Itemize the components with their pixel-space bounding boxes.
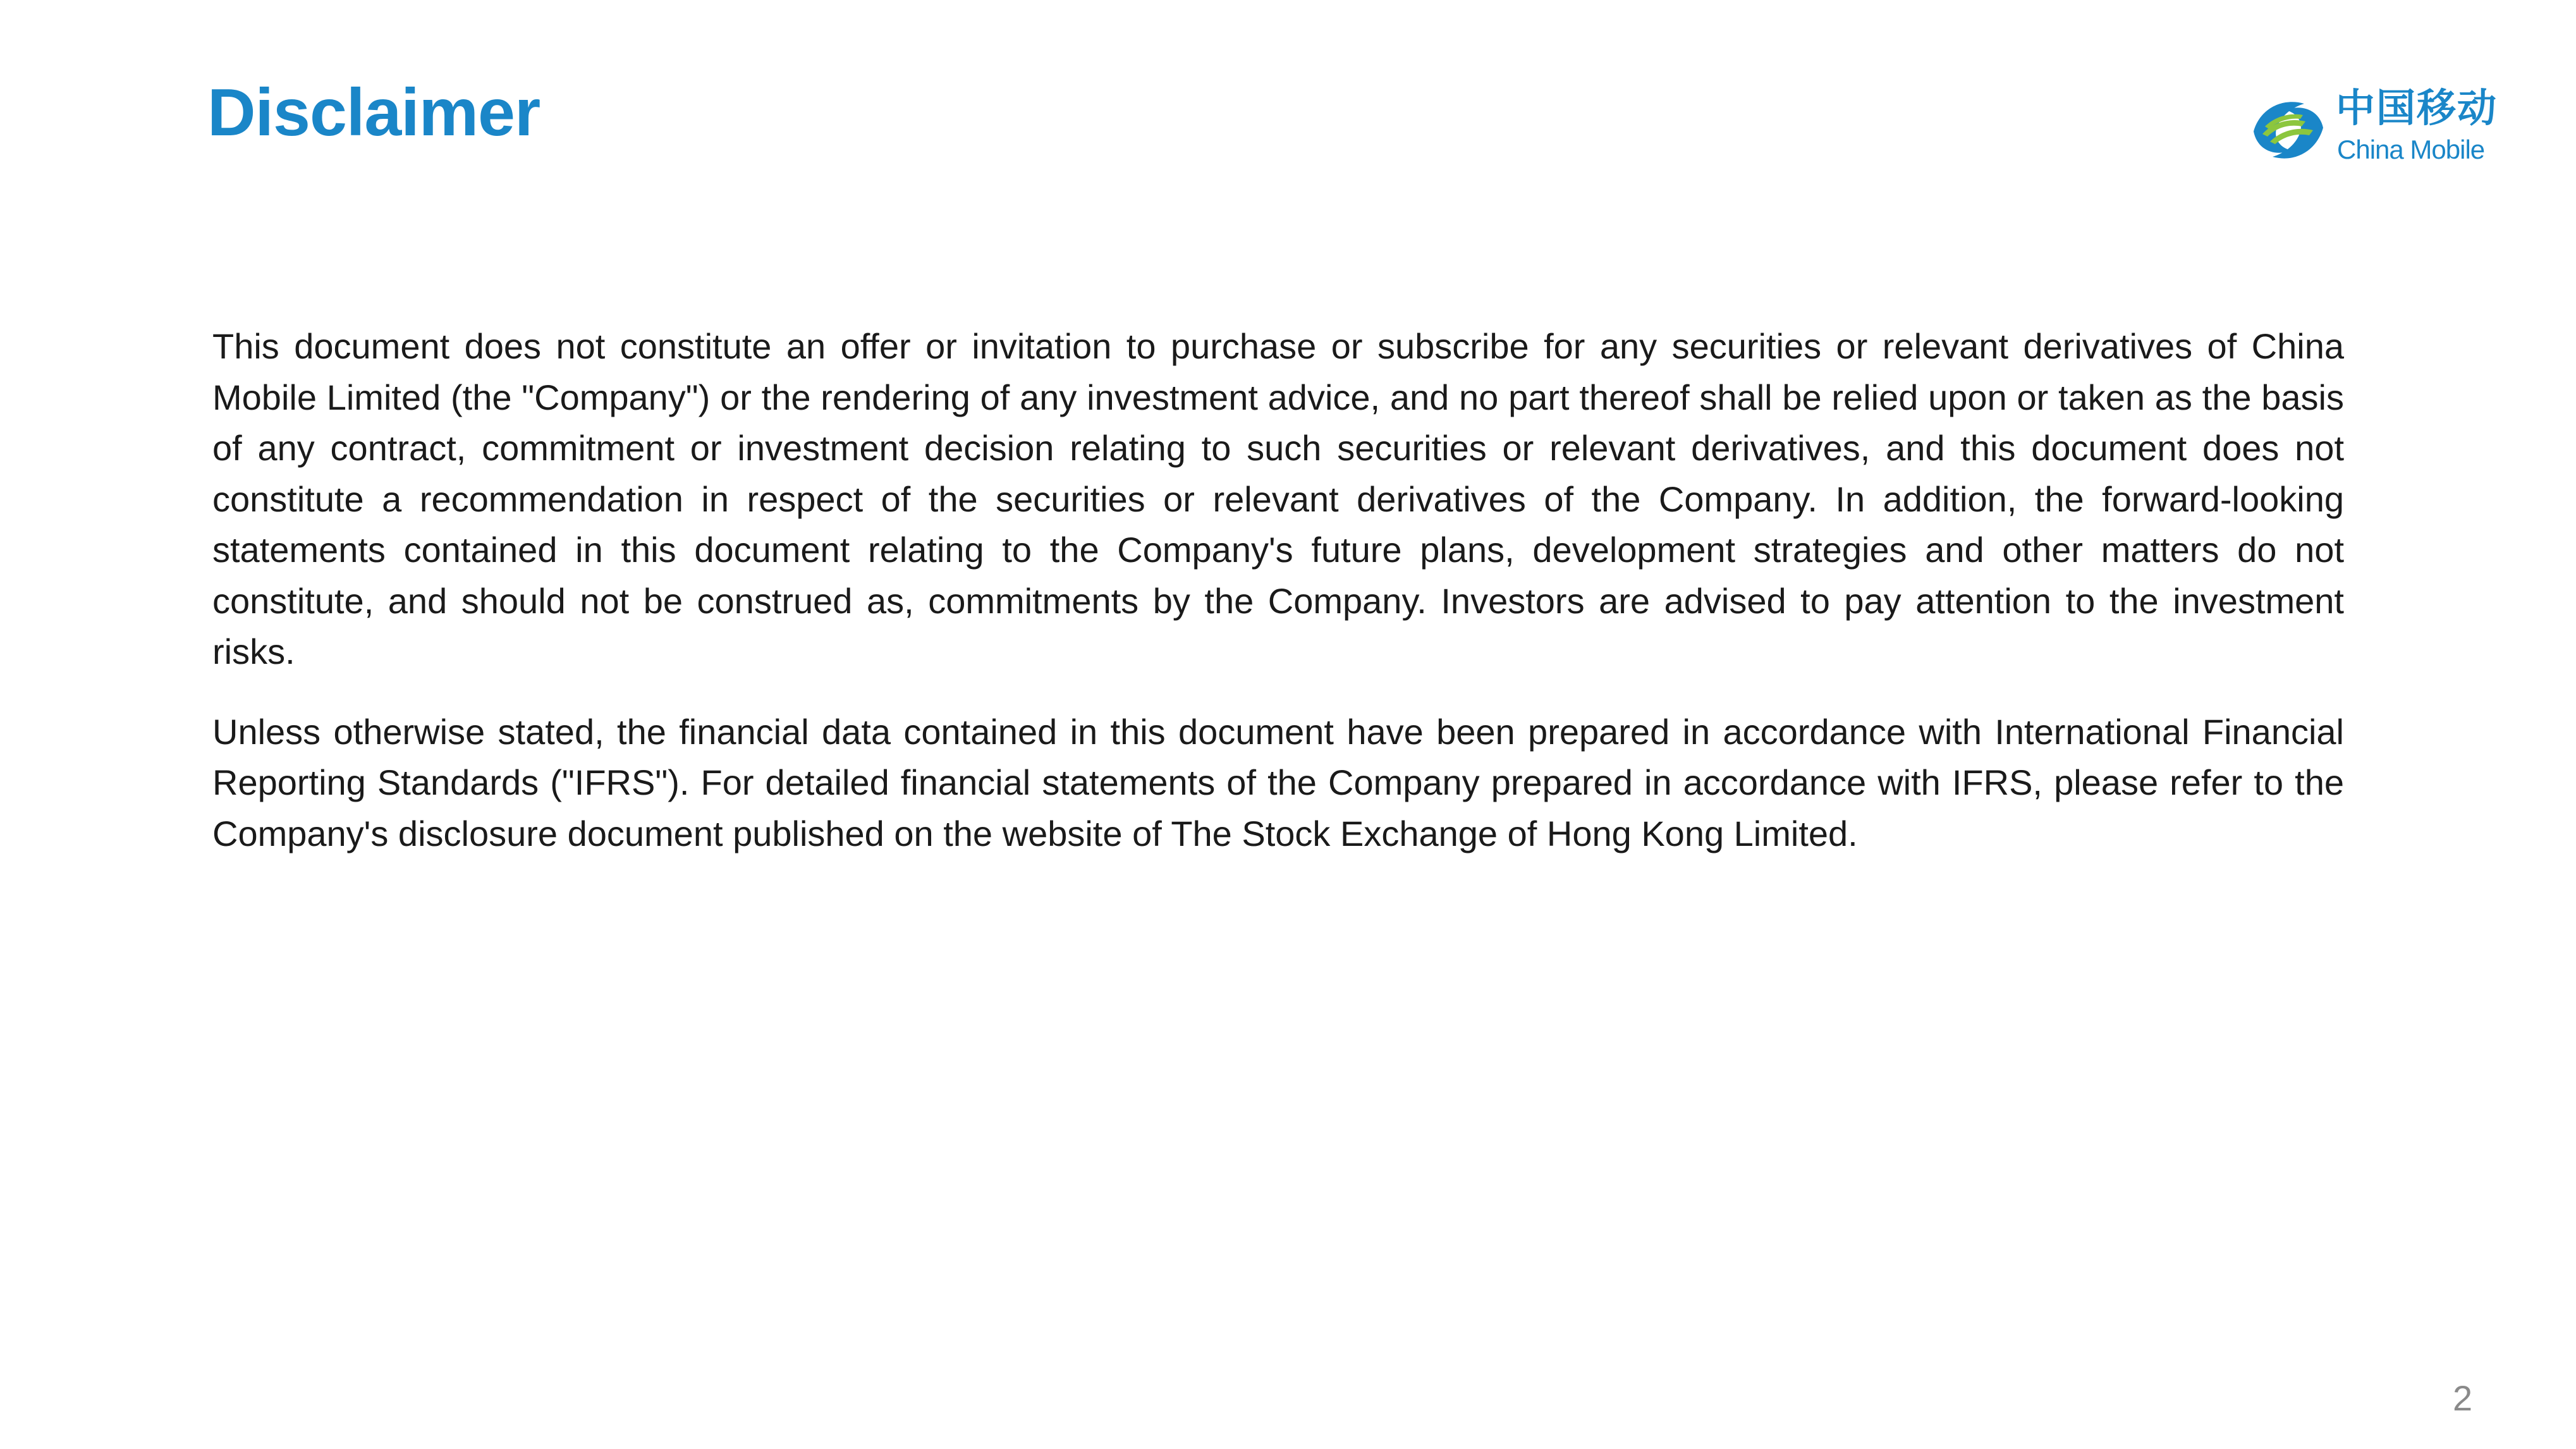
logo-name-chinese: 中国移动 <box>2336 85 2498 131</box>
logo-name-english: China Mobile <box>2337 135 2485 164</box>
company-logo <box>2247 83 2513 172</box>
china-mobile-logo-icon <box>2247 90 2329 171</box>
page-title: Disclaimer <box>207 75 540 150</box>
page-number: 2 <box>2453 1378 2473 1418</box>
disclaimer-paragraph: This document does not constitute an offer or invitation to purchase or subscribe for any securities or relevant derivatives of China Mobile Limited (the "Company") or the rendering of any investment advice, and no part thereof shall be relied upon or taken as the basis of any contract, commitment or investment decision relating to such securities or relevant derivatives, and this document does not constitute a recommendation in respect of the securities or relevant derivatives of the Company. In addition, the forward-looking statements contained in this document relating to the Company's future plans, development strategies and other matters do not constitute, and should not be construed as, commitments by the Company. Investors are advised to pay attention to the investment risks. <box>212 326 2344 671</box>
disclaimer-paragraph: Unless otherwise stated, the financial data contained in this document have been prepared in accordance with International Financial Reporting Standards ("IFRS"). For detailed financial statements of the Company prepared in accordance with IFRS, please refer to the Company's disclosure document published on the website of The Stock Exchange of Hong Kong Limited. <box>212 711 2344 853</box>
disclaimer-body <box>212 321 2344 859</box>
